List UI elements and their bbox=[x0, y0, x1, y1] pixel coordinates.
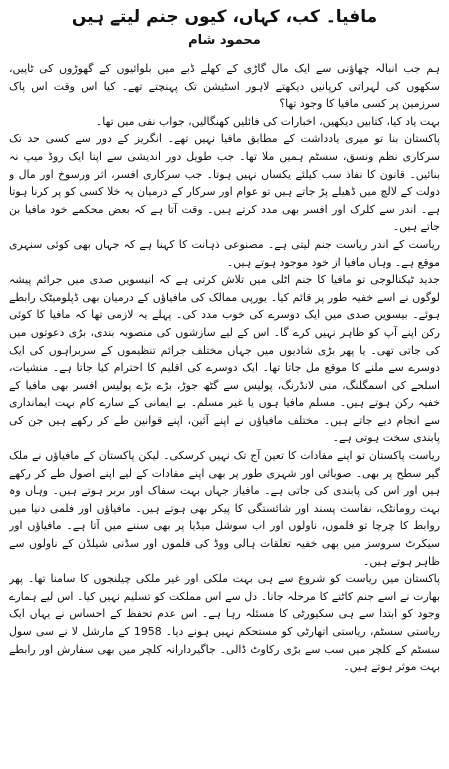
article-title: مافیا۔ کب، کہاں، کیوں جنم لیتے ہیں bbox=[71, 7, 378, 27]
paragraph-4: ریاست کے اندر ریاست جنم لیتی ہے۔ مصنوعی ذہانت کا کہنا ہے کہ جہاں بھی کوئی سنہری موقع ہے۔ وہاں مافیا از خود موجود ہوتے ہیں۔ bbox=[9, 237, 440, 269]
paragraph-7: پاکستان میں ریاست کو شروع سے ہی بہت ملکی اور غیر ملکی چیلنجوں کا سامنا تھا۔ پھر بھارت نے اسے جنم کاٹنے کا مرحلہ جانا۔ دل سے اس مملکت کو تسلیم نہیں کیا۔ اس لیے ہمارے وجود کو ابتدا سے ہی سکیورٹی کا مسئلہ رہا ہے۔ اس عدم تحفظ کے احساس نے یہاں ایک ریاستی سسٹم، ریاستی اتھارٹی کو مستحکم نہیں ہونے دیا۔ 1958 کے مارشل لا نے سی سول سسٹم کے کلچر میں سب سے بڑی رکاوٹ ڈالی۔ جاگیردارانہ کلچر میں بھی سفارش اور رابطے بہت موثر ہوتے ہیں۔ bbox=[9, 572, 440, 674]
paragraph-3: پاکستان بنا تو میری یادداشت کے مطابق مافیا نہیں تھے۔ انگریز کے دور سے کسی حد تک سرکاری نظم ونسق، سسٹم ہمیں ملا تھا۔ جب طویل دور اندیشی سے اپنا ایک روڈ میپ نہ بنائیں۔ قانون کا نفاذ سب کیلئے یکساں نہیں ہوتا۔ جب سرکاری افسر، اثر ورسوخ اور مال و دولت کے لالچ میں ڈھیلے پڑ جاتے ہیں تو عوام اور سرکار کے درمیان یہ خلا کسی کو پر کرنا ہوتا ہے۔ اندر سے کلرک اور افسر بھی مدد کرتے ہیں۔ وقت آتا ہے کہ بعض محکمے خود مافیا بن جاتے ہیں۔ bbox=[9, 132, 440, 234]
paragraph-5: جدید ٹیکنالوجی تو مافیا کا جنم اٹلی میں تلاش کرتی ہے کہ انیسویں صدی میں جرائم پیشہ لوگوں نے اسے خفیہ طور پر قائم کیا۔ یورپی ممالک کی مافیاؤں کے درمیان بھی ڈپلومیٹک رابطے ہوئے۔ بیسویں صدی میں ایک دوسرے کی خوب مدد کی۔ پہلے یہ لازمی تھا کہ مافیا کا کوئی رکن اپنے آپ کو ظاہر نہیں کرے گا۔ اس کے لیے سازشوں کی منصوبہ بندی، بڑی دعوتوں میں کی جاتی تھی۔ یا پھر بڑی شادیوں میں جہاں مختلف جرائم تنظیموں کے سربراہوں کی ایک دوسرے سے ملنے کا موقع مل جاتا تھا۔ ایک دوسرے کی اقلیم کا احترام کیا جاتا ہے۔ منشیات، اسلحے کی اسمگلنگ، منی لانڈرنگ، پولیس سے گٹھ جوڑ، بڑے بڑے پولیس افسر بھی مافیا کے خفیہ رکن ہوتے ہیں۔ مسلم مافیا ہوں یا غیر مسلم۔ بے ایمانی کے سارے کام بہت ایمانداری سے انجام دیے جاتے ہیں۔ مختلف مافیاؤں نے اپنے آئین، اپنے قوانین طے کر رکھے ہیں جن کی پابندی سخت ہوتی ہے۔ bbox=[9, 273, 440, 445]
author-name: محمود شام bbox=[188, 33, 261, 48]
paragraph-1: ہم جب انبالہ چھاؤنی سے ایک مال گاڑی کے کھلے ڈبے میں بلوائیوں کے گھوڑوں کی ٹاپیں، سکھوں کی لہراتی کرپانیں دیکھتے لاہور اسٹیشن تک پہنچتے تھے۔ کیا اس وقت اس پاک سرزمین پر کسی مافیا کا وجود تھا؟ bbox=[9, 62, 440, 111]
paragraph-2: بہت یاد کیا، کتابیں دیکھیں، اخبارات کی فائلیں کھنگالیں، جواب نفی میں تھا۔ bbox=[95, 114, 440, 128]
article-body bbox=[9, 60, 440, 765]
paragraph-6: ریاست پاکستان تو اپنے مفادات کا تعین آج تک نہیں کرسکی۔ لیکن پاکستان کے مافیاؤں نے ملک گیر سطح پر بھی۔ صوبائی اور شہری طور پر بھی اپنے مفادات کے لیے اپنے اصول طے کر رکھے ہیں اور اس کی پابندی کی جاتی ہے۔ مافیاز جہاں بہت سفاک اور بربر ہوتے ہیں۔ وہاں وہ بہت رومانٹک، نفاست پسند اور شائستگی کا پیکر بھی ہوتے ہیں۔ مافیاؤں اور فلمی دنیا میں روابط کا چرچا تو فلموں، ناولوں اور اب سوشل میڈیا پر بھی سننے میں آتا ہے۔ مافیاؤں اور سیکرٹ سروسز میں بھی خفیہ تعلقات ہالی ووڈ کی فلموں اور سڈنی شیلڈن کے ناولوں سے ظاہر ہوتے ہیں۔ bbox=[9, 449, 440, 568]
